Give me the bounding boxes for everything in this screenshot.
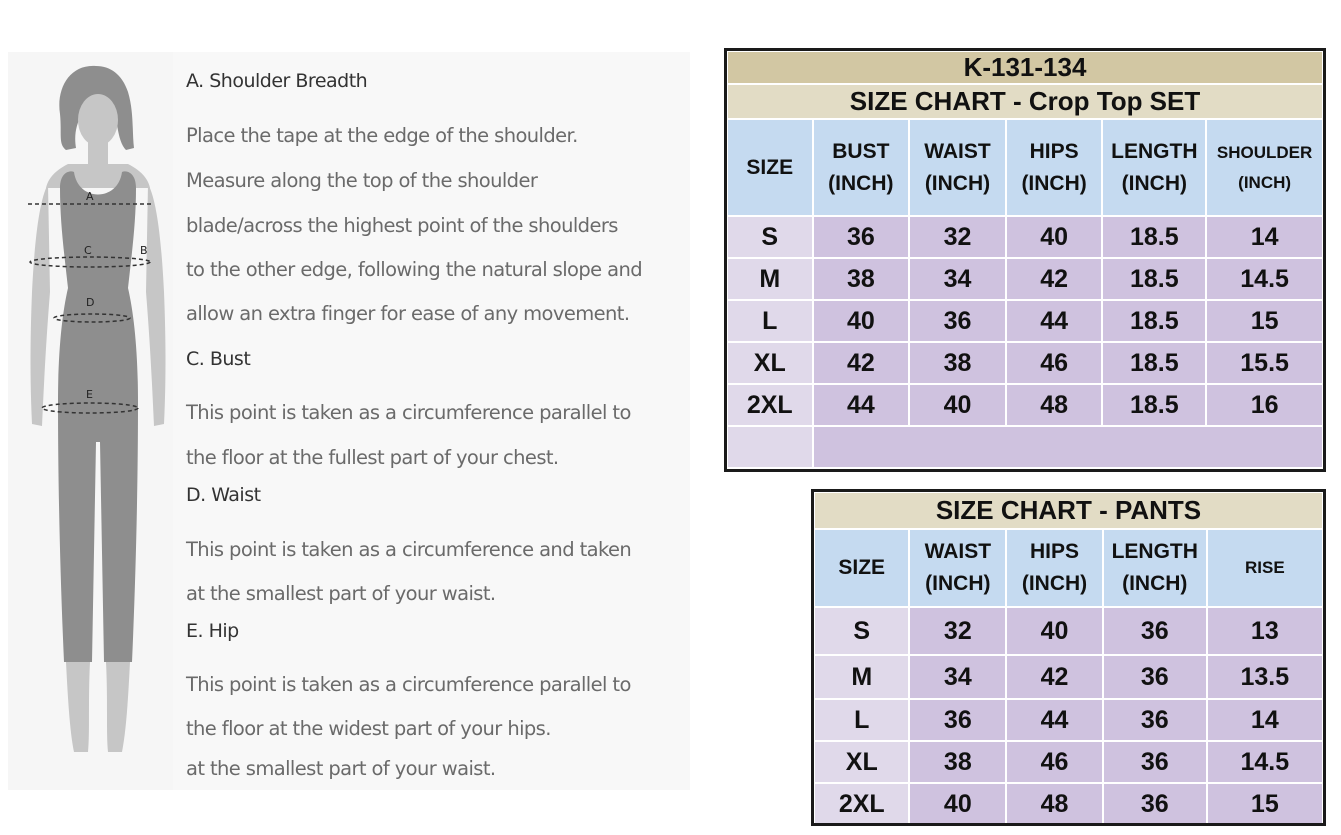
size-cell: XL: [814, 741, 909, 783]
value-cell: 16: [1206, 384, 1323, 426]
column-header: [727, 119, 813, 216]
value-cell: 42: [1006, 655, 1103, 699]
figure-label-d: D: [86, 296, 95, 309]
column-header: [1006, 529, 1103, 607]
pants-size-chart: [813, 491, 1324, 826]
size-cell: M: [727, 258, 813, 300]
value-cell: 32: [909, 216, 1006, 258]
guide-line: Measure along the top of the shoulder: [186, 169, 538, 192]
size-cell: XL: [727, 342, 813, 384]
guide-line: to the other edge, following the natural slope and: [186, 258, 642, 281]
section-heading-bust: C. Bust: [186, 348, 251, 370]
value-cell: 36: [813, 216, 910, 258]
figure-label-b: B: [140, 244, 148, 257]
value-cell: 36: [1103, 607, 1207, 655]
crop-top-size-chart: [726, 50, 1324, 469]
guide-line: This point is taken as a circumference and taken: [186, 538, 632, 561]
table-row: [727, 384, 1323, 426]
pants-chart-title: SIZE CHART - PANTS: [814, 492, 1323, 529]
value-cell: 15: [1206, 300, 1323, 342]
header-label: HIPS: [1030, 540, 1080, 563]
value-cell: 40: [813, 300, 910, 342]
value-cell: 13: [1207, 607, 1323, 655]
value-cell: 15: [1207, 783, 1323, 825]
blank-cell: [727, 426, 813, 468]
header-label: WAIST: [924, 540, 992, 563]
value-cell: 14: [1207, 699, 1323, 741]
body-figure: [8, 52, 173, 790]
blank-row: [727, 426, 1323, 468]
guide-line: blade/across the highest point of the shoulders: [186, 214, 618, 237]
column-header: [1207, 529, 1323, 607]
table-row: [814, 783, 1323, 825]
value-cell: 34: [909, 655, 1006, 699]
value-cell: 14: [1206, 216, 1323, 258]
value-cell: 36: [1103, 741, 1207, 783]
value-cell: 32: [909, 607, 1006, 655]
section-heading-hip: E. Hip: [186, 620, 239, 642]
table-row: [814, 655, 1323, 699]
size-cell: S: [814, 607, 909, 655]
product-code: K-131-134: [727, 51, 1323, 84]
guide-line: the floor at the fullest part of your chest.: [186, 446, 559, 469]
size-cell: M: [814, 655, 909, 699]
column-header: [814, 529, 909, 607]
header-label: LENGTH: [1111, 540, 1198, 563]
guide-line: This point is taken as a circumference parallel to: [186, 401, 631, 424]
header-label: WAIST: [924, 139, 991, 163]
column-header: [909, 529, 1006, 607]
value-cell: 38: [813, 258, 910, 300]
header-label: SIZE: [746, 155, 794, 179]
value-cell: 42: [813, 342, 910, 384]
measurement-guide: [8, 52, 690, 790]
header-unit: (INCH): [1121, 171, 1187, 195]
value-cell: 18.5: [1102, 342, 1206, 384]
value-cell: 36: [909, 300, 1006, 342]
value-cell: 18.5: [1102, 216, 1206, 258]
column-header: [909, 119, 1006, 216]
size-cell: L: [814, 699, 909, 741]
top-chart-title: SIZE CHART - Crop Top SET: [727, 84, 1323, 119]
value-cell: 15.5: [1206, 342, 1323, 384]
value-cell: 36: [1103, 655, 1207, 699]
header-label: BUST: [832, 139, 890, 163]
value-cell: 48: [1006, 783, 1103, 825]
column-header: [1103, 529, 1207, 607]
table-row: [727, 300, 1323, 342]
table-row: [814, 699, 1323, 741]
guide-line: Place the tape at the edge of the shoulder.: [186, 124, 578, 147]
table-row: [727, 258, 1323, 300]
value-cell: 40: [909, 783, 1006, 825]
value-cell: 14.5: [1207, 741, 1323, 783]
value-cell: 44: [1006, 300, 1103, 342]
table-row: [814, 741, 1323, 783]
header-unit: (INCH): [1021, 572, 1088, 595]
value-cell: 42: [1006, 258, 1103, 300]
guide-line: at the smallest part of your waist.: [186, 757, 496, 780]
figure-label-a: A: [86, 190, 94, 203]
header-label: RISE: [1244, 558, 1285, 577]
guide-line: the floor at the widest part of your hips.: [186, 717, 551, 740]
size-cell: L: [727, 300, 813, 342]
figure-label-e: E: [86, 388, 93, 401]
value-cell: 40: [1006, 607, 1103, 655]
blank-cell: [813, 426, 1323, 468]
header-label: SIZE: [838, 556, 886, 579]
header-unit: (INCH): [1122, 572, 1188, 595]
value-cell: 13.5: [1207, 655, 1323, 699]
header-unit: (INCH): [924, 171, 991, 195]
header-unit: (INCH): [1238, 172, 1292, 192]
header-unit: (INCH): [828, 171, 894, 195]
column-header: [813, 119, 910, 216]
section-heading-waist: D. Waist: [186, 484, 261, 506]
value-cell: 36: [1103, 699, 1207, 741]
value-cell: 36: [909, 699, 1006, 741]
size-cell: 2XL: [814, 783, 909, 825]
header-label: LENGTH: [1111, 139, 1198, 163]
body-silhouette-illustration: [8, 52, 173, 790]
value-cell: 14.5: [1206, 258, 1323, 300]
guide-line: at the smallest part of your waist.: [186, 582, 496, 605]
figure-label-c: C: [84, 244, 92, 257]
value-cell: 46: [1006, 342, 1103, 384]
value-cell: 38: [909, 741, 1006, 783]
value-cell: 36: [1103, 783, 1207, 825]
value-cell: 44: [813, 384, 910, 426]
value-cell: 40: [909, 384, 1006, 426]
header-unit: (INCH): [1021, 171, 1087, 195]
value-cell: 38: [909, 342, 1006, 384]
value-cell: 18.5: [1102, 300, 1206, 342]
table-row: [814, 607, 1323, 655]
column-header: [1102, 119, 1206, 216]
column-header: [1206, 119, 1323, 216]
section-heading-shoulder: A. Shoulder Breadth: [186, 70, 368, 92]
value-cell: 18.5: [1102, 384, 1206, 426]
value-cell: 18.5: [1102, 258, 1206, 300]
size-cell: 2XL: [727, 384, 813, 426]
value-cell: 40: [1006, 216, 1103, 258]
value-cell: 46: [1006, 741, 1103, 783]
guide-line: allow an extra finger for ease of any movement.: [186, 302, 630, 325]
value-cell: 44: [1006, 699, 1103, 741]
header-label: HIPS: [1029, 139, 1079, 163]
guide-line: This point is taken as a circumference parallel to: [186, 673, 631, 696]
column-header: [1006, 119, 1103, 216]
table-row: [727, 342, 1323, 384]
size-cell: S: [727, 216, 813, 258]
header-label: SHOULDER: [1216, 142, 1313, 162]
value-cell: 34: [909, 258, 1006, 300]
value-cell: 48: [1006, 384, 1103, 426]
table-row: [727, 216, 1323, 258]
header-unit: (INCH): [925, 572, 991, 595]
